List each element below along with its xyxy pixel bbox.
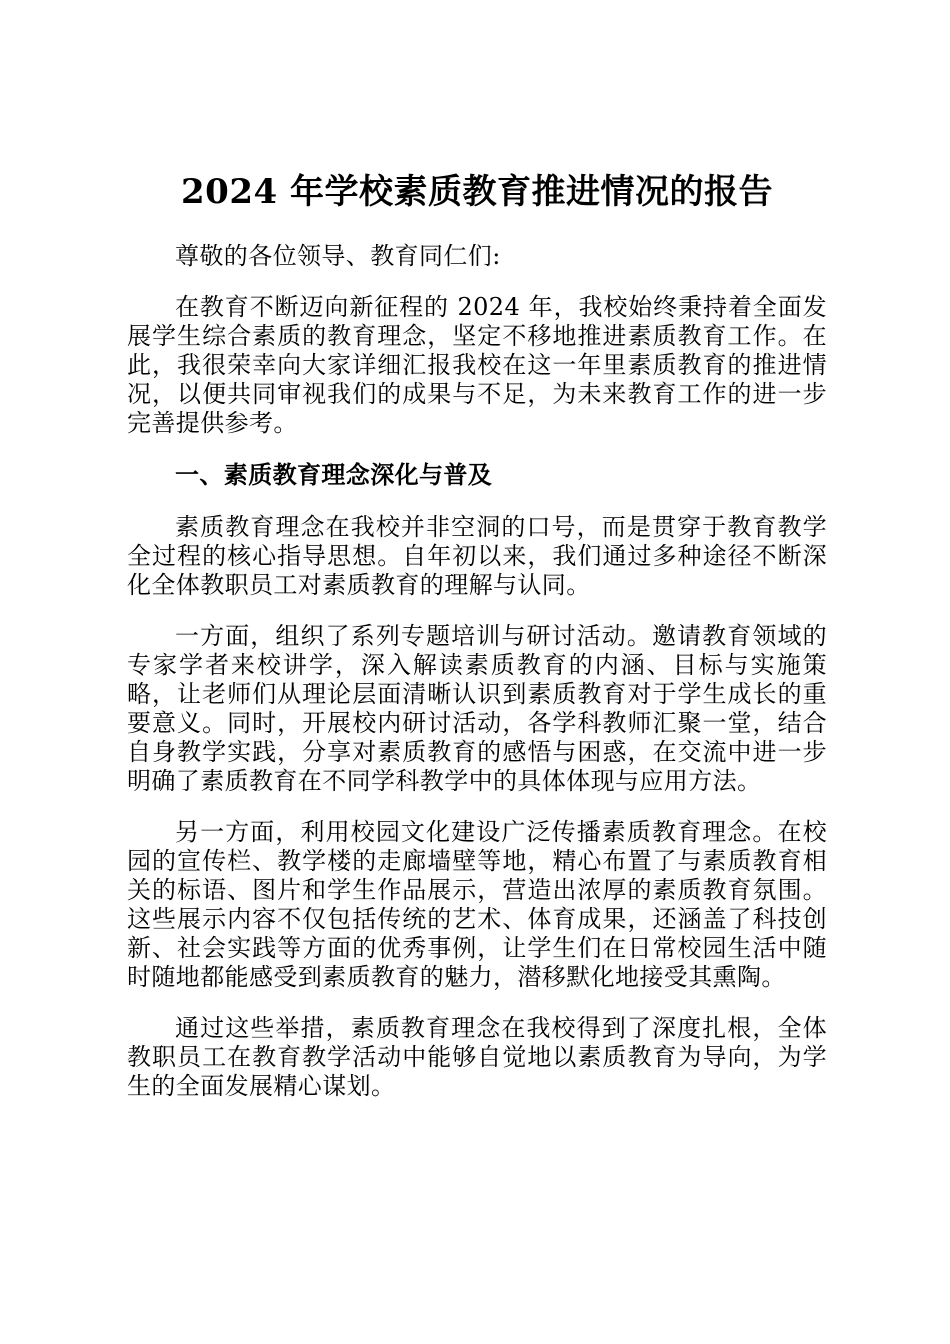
body-paragraph: 一方面，组织了系列专题培训与研讨活动。邀请教育领域的专家学者来校讲学，深入解读素质教育的内涵、目标与实施策略，让老师们从理论层面清晰认识到素质教育对于学生成长的重要意义。同时，开展校内研讨活动，各学科教师汇聚一堂，结合自身教学实践，分享对素质教育的感悟与困惑，在交流中进一步明确了素质教育在不同学科教学中的具体体现与应用方法。: [127, 622, 827, 795]
body-paragraph: 素质教育理念在我校并非空洞的口号，而是贯穿于教育教学全过程的核心指导思想。自年初以来，我们通过多种途径不断深化全体教职员工对素质教育的理解与认同。: [127, 513, 827, 599]
body-paragraph: 另一方面，利用校园文化建设广泛传播素质教育理念。在校园的宣传栏、教学楼的走廊墙壁等地，精心布置了与素质教育相关的标语、图片和学生作品展示，营造出浓厚的素质教育氛围。这些展示内容不仅包括传统的艺术、体育成果，还涵盖了科技创新、社会实践等方面的优秀事例，让学生们在日常校园生活中随时随地都能感受到素质教育的魅力，潜移默化地接受其熏陶。: [127, 818, 827, 991]
section-heading: 一、素质教育理念深化与普及: [175, 460, 493, 489]
body-paragraph: 通过这些举措，素质教育理念在我校得到了深度扎根，全体教职员工在教育教学活动中能够自觉地以素质教育为导向，为学生的全面发展精心谋划。: [127, 1014, 827, 1100]
intro-paragraph: 在教育不断迈向新征程的 2024 年，我校始终秉持着全面发展学生综合素质的教育理念，坚定不移地推进素质教育工作。在此，我很荣幸向大家详细汇报我校在这一年里素质教育的推进情况，以便共同审视我们的成果与不足，为未来教育工作的进一步完善提供参考。: [127, 293, 827, 437]
document-title: 2024 年学校素质教育推进情况的报告: [181, 172, 773, 212]
document-page: [127, 168, 827, 1123]
salutation: 尊敬的各位领导、教育同仁们:: [175, 242, 501, 270]
